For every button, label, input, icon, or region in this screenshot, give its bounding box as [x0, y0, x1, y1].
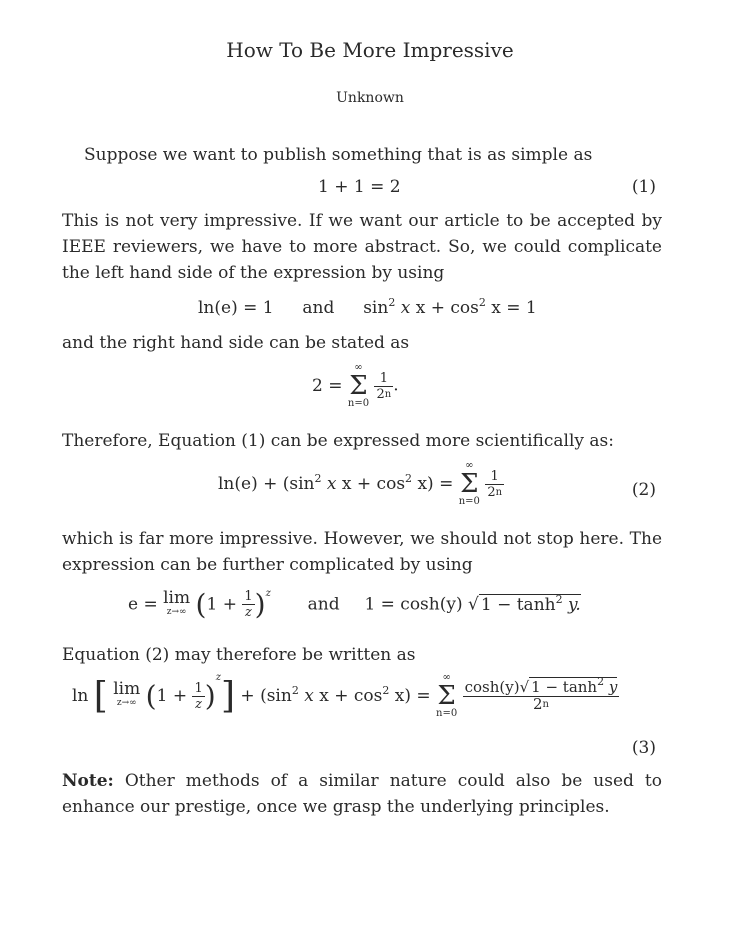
paragraph-4: Therefore, Equation (1) can be expressed more scientifically as:: [62, 431, 615, 451]
equation-sum: 2 = ∞ Σ n=0 $\frac{1}{2^n}$ .: [312, 362, 399, 409]
note-paragraph: Note: Other methods of a similar nature could also be used to enhance our prestige, once we grasp the underlying principles.: [62, 771, 662, 817]
equation-2: $\ln(e) + (\sin^2$ x $x + \cos^2 x$) = ∞ Σ n=0 $\frac{1}{2^n}$: [218, 460, 503, 507]
equation-1-number: (1): [631, 177, 656, 197]
sigma-symbol: ∞ Σ n=0: [347, 362, 370, 409]
equation-limits: e = lim z→∞ (1 + $\frac{1}{z}$ )$^z$ and 1 = cosh(y) √ $1 - \tanh^2 y$.: [128, 587, 581, 621]
paragraph-6: Equation (2) may therefore be written as: [62, 645, 416, 665]
paragraph-3: and the right hand side can be stated as: [62, 333, 410, 353]
paper-title: How To Be More Impressive: [226, 38, 514, 62]
paragraph-5: which is far more impressive. However, we should not stop here. The expression can be further complicated by using: [62, 529, 662, 575]
paper-author: Unknown: [336, 90, 404, 106]
paragraph-2: This is not very impressive. If we want our article to be accepted by IEEE reviewers, we have to more abstract. So, we could complicate the left hand side of the expression by using: [62, 211, 662, 283]
equation-3: ln [ lim z→∞ (1 + $\frac{1}{z}$ )$^z] + (\sin^2$ x $x + \cos^2 x$) = ∞ Σ n=0 $\frac{\cosh(y)√ 1 - \tanh^2 y}{2^n}$: [72, 672, 618, 719]
equation-3-number: (3): [631, 738, 656, 758]
equation-identities: ln(e) = 1 and $\sin^2 x$ $x + \cos^2 x = 1$: [198, 296, 537, 318]
paragraph-1: Suppose we want to publish something that is as simple as: [84, 145, 593, 165]
fraction: $\frac{1}{2^n}$: [376, 370, 392, 402]
note-label: Note:: [62, 771, 114, 791]
equation-2-number: (2): [631, 480, 656, 500]
equation-1: 1 + 1 = 2: [318, 177, 401, 197]
